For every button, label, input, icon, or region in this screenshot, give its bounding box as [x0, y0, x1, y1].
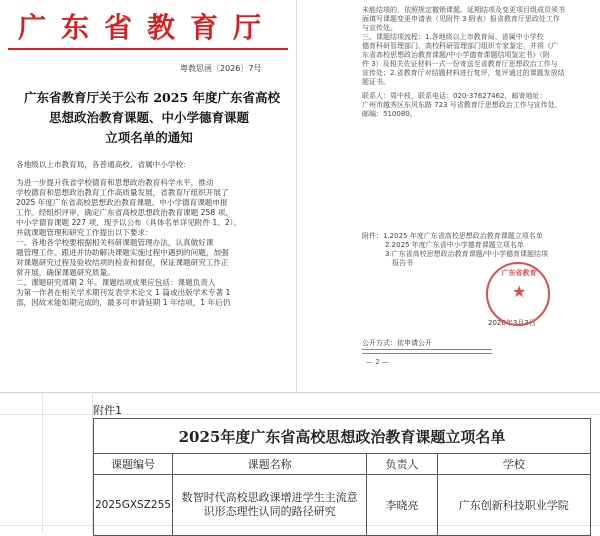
body-line: 题管理工作。跟进并协助解决课题实施过程中遇到的问题，加强: [16, 248, 229, 257]
contact-line: 邮编：510080。: [362, 110, 417, 118]
disclosure-method: 公开方式：依申请公开: [362, 339, 432, 347]
body-line: 与宣传处。: [362, 24, 397, 32]
body-line: 东省高校思想政治教育课题/中小学德育课题结项鉴定书》（附: [362, 51, 550, 59]
attachment-item: 3.广东省高校思想政治教育课题/中小学德育课题结项: [385, 250, 549, 258]
cell-topic[interactable]: 数智时代高校思政课增进学生主流意识形态理性认同的路径研究: [172, 475, 366, 536]
notice-body: [16, 160, 241, 308]
notice-title-line-3: 立项名单的通知: [105, 130, 193, 145]
footer-rule: [362, 349, 492, 350]
attachment-item: 2.2025 年度广东省中小学德育课题立项名单: [385, 241, 524, 249]
seal-lettering: 广东省教育: [501, 269, 537, 277]
cell-code[interactable]: 2025GXSZ255: [94, 475, 173, 536]
header-leader: 负责人: [367, 454, 437, 475]
page-number: — 2 —: [366, 358, 389, 366]
body-line: 各地级以上市教育局，各普通高校、省属中小学校：: [16, 160, 191, 169]
body-line: 为进一步提升我省学校德育和思想政治教育科学水平，推动: [16, 178, 214, 187]
body-line: 未能结项的，依照规定撤销课题。延期结项及变更项目组成员须书: [362, 6, 565, 14]
body-line: 对课题研究过程及验收结项的检查和督促，保证课题研究工作正: [16, 258, 229, 267]
attachment-item: 报告书: [392, 259, 413, 267]
cell-leader[interactable]: 李晓亮: [367, 475, 437, 536]
body-line: 二、课题研究周期 2 年。课题结项成果应包括：课题负责人: [16, 278, 216, 287]
table-row: [94, 475, 591, 536]
issue-date: 2026年3月3日: [488, 319, 536, 327]
contact-line: 联系人：周中枝，联系电话：020-37627462，邮寄地址：: [362, 92, 547, 100]
notice-page-right: [300, 0, 600, 392]
issuer-header: 广东省教育厅: [18, 11, 277, 44]
project-list-table: [93, 418, 591, 536]
body-line: 常开展，确保课题研究质量。: [16, 268, 115, 277]
header-name: 课题名称: [172, 454, 366, 475]
document-number: 粤教思函〔2026〕7号: [180, 64, 262, 73]
body-line: 并就课题管理和研究工作提出以下要求：: [16, 228, 153, 237]
notice-title-line-2: 思想政治教育课题、中小学德育课题: [48, 110, 249, 125]
table-title: 2025年度广东省高校思想政治教育课题立项名单: [94, 419, 591, 454]
attachment-label: 附件1: [93, 404, 122, 417]
body-line: 2025 年度广东省高校思想政治教育课题、中小学德育课题申报: [16, 198, 228, 207]
seal-star-icon: ★: [512, 282, 527, 301]
body-line: 部，因故未能如期完成的，最多可申请延期 1 年结项，1 年后仍: [16, 298, 231, 307]
body-line: 德育科研管理部门，高校科研管理部门组织专家鉴定，并将《广: [362, 42, 558, 50]
body-line: 工作。经组织评审，确定广东省高校思想政治教育课题 258 项、: [16, 208, 233, 217]
header-rule: [8, 48, 288, 50]
cell-school[interactable]: 广东创新科技职业学院: [437, 475, 590, 536]
body-line: 宣传处；2.省教育厅对结题材料进行复评，复评通过的课题发放结: [362, 69, 565, 77]
body-line: 面填写课题变更申请表（见附件 3 附表）报省教育厅思政处工作: [362, 15, 560, 23]
notice-page-left: [0, 0, 297, 392]
body-line: 为第一作者在相关学术期刊发表学术论文 1 篇或出版学术专著 1: [16, 288, 231, 297]
body-line: 件 3）及相关佐证材料一式一份寄送至省教育厅思想政治工作与: [362, 60, 558, 68]
header-code: 课题编号: [94, 454, 173, 475]
notice-title-line-1: 广东省教育厅关于公布 2025 年度广东省高校: [24, 90, 280, 105]
body-line: 学校德育和思想政治教育工作高质量发展，省教育厅组织开展了: [16, 188, 229, 197]
contact-line: 广州市越秀区东风东路 723 号省教育厅思想政治工作与宣传处，: [362, 101, 562, 109]
body-line: 一、各地各学校要根据相关科研课题管理办法，认真做好课: [16, 238, 214, 247]
attachment-item: 附件：1.2025 年度广东省高校思想政治教育课题立项名单: [362, 232, 543, 240]
body-line: 三、课题结项流程：1.各地级以上市教育局、省属中小学校: [362, 33, 544, 41]
body-line: 题证书。: [362, 78, 390, 86]
notice-body-continued: [362, 6, 565, 119]
body-line: 中小学德育课题 227 项，现予以公布（具体名单详见附件 1、2）。: [16, 218, 242, 227]
footer-rule: [362, 353, 492, 354]
header-school: 学校: [437, 454, 590, 475]
